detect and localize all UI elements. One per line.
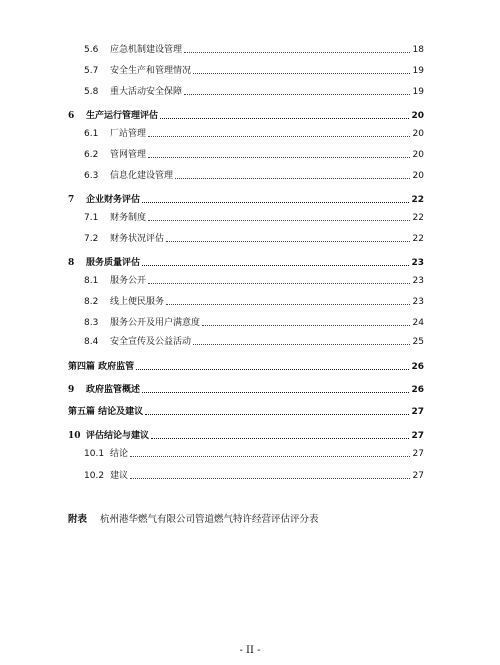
- toc-entry-title: 重大活动安全保障: [110, 87, 183, 97]
- toc-entry-page: 26: [411, 385, 424, 395]
- toc-entry-9[interactable]: [68, 382, 424, 396]
- toc-entry-title: 安全生产和管理情况: [110, 66, 192, 76]
- toc-entry-page: 27: [411, 431, 424, 441]
- toc-entry-title: 管网管理: [110, 150, 147, 160]
- dot-leader: [148, 156, 410, 158]
- toc-entry-part-5[interactable]: [68, 404, 424, 418]
- toc-entry-8-2[interactable]: [84, 294, 424, 308]
- dot-leader: [193, 343, 410, 345]
- toc-entry-page: 22: [412, 234, 424, 244]
- toc-entry-title: 财务制度: [110, 213, 147, 223]
- toc-entry-number: 7.1: [84, 213, 99, 223]
- toc-entry-title: 第五篇 结论及建议: [68, 407, 144, 417]
- toc-entry-number: 8: [68, 258, 75, 268]
- dot-leader: [166, 303, 410, 305]
- toc-entry-number: 6.3: [84, 171, 99, 181]
- toc-entry-6-1[interactable]: [84, 126, 424, 140]
- dot-leader: [151, 437, 409, 439]
- toc-entry-page: 22: [411, 195, 424, 205]
- toc-entry-7[interactable]: [68, 192, 424, 206]
- toc-entry-page: 23: [412, 297, 424, 307]
- toc-entry-10[interactable]: [68, 428, 424, 442]
- dot-leader: [184, 51, 410, 53]
- toc-entry-title: 服务公开: [110, 276, 147, 286]
- toc-entry-page: 18: [412, 45, 424, 55]
- toc-entry-page: 27: [411, 407, 424, 417]
- dot-leader: [142, 201, 409, 203]
- toc-entry-6-2[interactable]: [84, 147, 424, 161]
- toc-entry-title: 第四篇 政府监管: [68, 362, 135, 372]
- dot-leader: [148, 135, 410, 137]
- toc-entry-number: 8.3: [84, 318, 99, 328]
- toc-entry-page: 26: [411, 362, 424, 372]
- toc-entry-10-2[interactable]: [84, 468, 424, 482]
- toc-entry-page: 24: [412, 318, 424, 328]
- toc-entry-6-3[interactable]: [84, 168, 424, 182]
- toc-entry-page: 25: [412, 337, 424, 347]
- toc-entry-6[interactable]: [68, 108, 424, 122]
- toc-entry-number: 8.2: [84, 297, 99, 307]
- toc-entry-8-3[interactable]: [84, 315, 424, 329]
- toc-entry-title: 安全宣传及公益活动: [110, 337, 192, 347]
- toc-entry-title: 线上便民服务: [110, 297, 165, 307]
- dot-leader: [130, 477, 410, 479]
- toc-entry-page: 19: [412, 66, 424, 76]
- toc-entry-7-2[interactable]: [84, 231, 424, 245]
- toc-entry-number: 10.1: [84, 449, 105, 459]
- toc-entry-page: 20: [412, 150, 424, 160]
- toc-entry-page: 20: [412, 129, 424, 139]
- dot-leader: [175, 177, 410, 179]
- toc-entry-number: 6: [68, 111, 75, 121]
- dot-leader: [160, 117, 409, 119]
- appendix-title: 杭州港华燃气有限公司管道燃气特许经营评估评分表: [100, 514, 319, 525]
- toc-entry-number: 8.4: [84, 337, 99, 347]
- toc-entry-5-8[interactable]: [84, 84, 424, 98]
- toc-entry-number: 10: [68, 431, 81, 441]
- dot-leader: [142, 264, 409, 266]
- toc-entry-title: 服务质量评估: [86, 258, 141, 268]
- toc-entry-page: 27: [412, 471, 424, 481]
- toc-entry-page: 20: [412, 171, 424, 181]
- dot-leader: [166, 240, 410, 242]
- toc-entry-number: 9: [68, 385, 75, 395]
- toc-entry-8[interactable]: [68, 255, 424, 269]
- toc-entry-page: 19: [412, 87, 424, 97]
- dot-leader: [145, 413, 409, 415]
- toc-entry-title: 评估结论与建议: [86, 431, 150, 441]
- toc-entry-title: 服务公开及用户满意度: [110, 318, 201, 328]
- toc-entry-10-1[interactable]: [84, 446, 424, 460]
- toc-entry-title: 结论: [110, 449, 129, 459]
- toc-entry-number: 7: [68, 195, 75, 205]
- toc-entry-number: 5.8: [84, 87, 99, 97]
- dot-leader: [136, 368, 409, 370]
- toc-entry-5-6[interactable]: [84, 42, 424, 56]
- toc-entry-5-7[interactable]: [84, 63, 424, 77]
- toc-entry-8-1[interactable]: [84, 273, 424, 287]
- appendix-label: 附表: [68, 514, 88, 525]
- toc-entry-number: 5.7: [84, 66, 99, 76]
- toc-entry-title: 应急机制建设管理: [110, 45, 183, 55]
- toc-entry-title: 企业财务评估: [86, 195, 141, 205]
- toc-entry-title: 财务状况评估: [110, 234, 165, 244]
- page-number: - II -: [239, 645, 261, 656]
- toc-entry-title: 信息化建设管理: [110, 171, 174, 181]
- toc-entry-page: 23: [411, 258, 424, 268]
- dot-leader: [184, 93, 410, 95]
- appendix-entry[interactable]: [68, 511, 319, 525]
- toc-entry-8-4[interactable]: [84, 334, 424, 348]
- toc-entry-7-1[interactable]: [84, 210, 424, 224]
- dot-leader: [130, 455, 410, 457]
- dot-leader: [142, 391, 409, 393]
- toc-entry-part-4[interactable]: [68, 359, 424, 373]
- dot-leader: [148, 219, 410, 221]
- toc-entry-number: 6.2: [84, 150, 99, 160]
- dot-leader: [148, 282, 410, 284]
- toc-entry-title: 建议: [110, 471, 129, 481]
- dot-leader: [202, 324, 410, 326]
- toc-entry-number: 10.2: [84, 471, 105, 481]
- dot-leader: [193, 72, 410, 74]
- toc-entry-number: 5.6: [84, 45, 99, 55]
- toc-entry-page: 23: [412, 276, 424, 286]
- toc-entry-title: 生产运行管理评估: [86, 111, 159, 121]
- toc-entry-title: 厂站管理: [110, 129, 147, 139]
- toc-entry-page: 22: [412, 213, 424, 223]
- toc-entry-page: 20: [411, 111, 424, 121]
- toc-entry-title: 政府监管概述: [86, 385, 141, 395]
- toc-entry-page: 27: [412, 449, 424, 459]
- toc-entry-number: 8.1: [84, 276, 99, 286]
- toc-entry-number: 7.2: [84, 234, 99, 244]
- toc-entry-number: 6.1: [84, 129, 99, 139]
